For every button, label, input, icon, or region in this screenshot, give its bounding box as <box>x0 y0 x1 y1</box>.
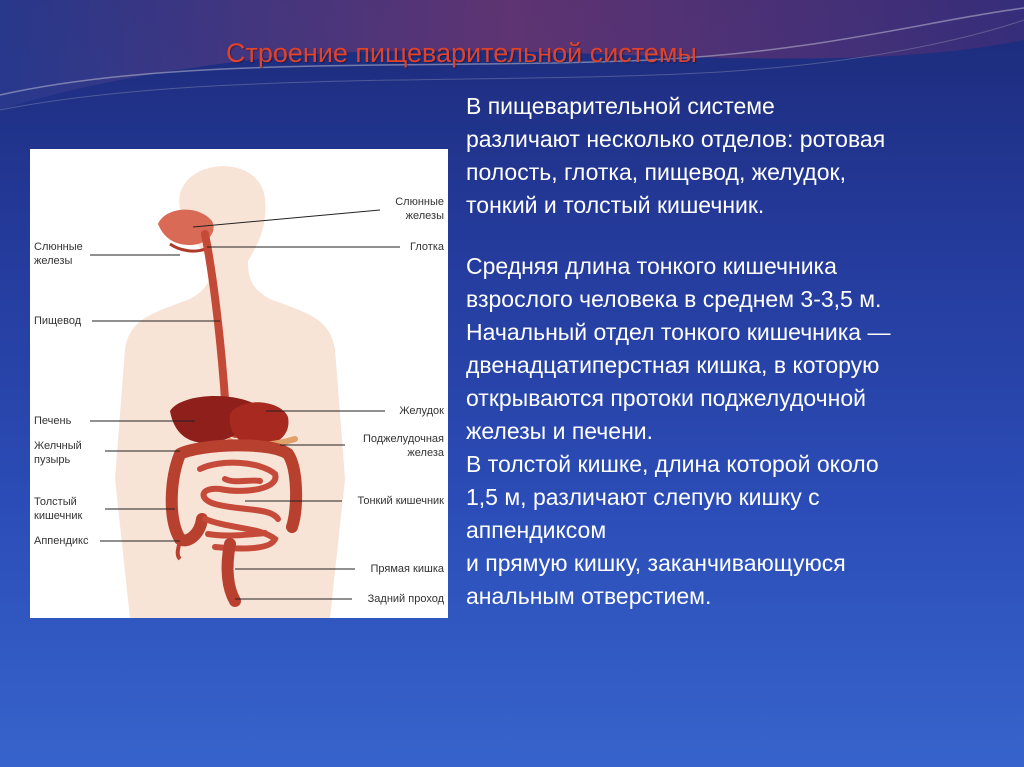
paragraph-3-line-5: анальным отверстием. <box>466 583 712 609</box>
paragraph-2-line-5: открываются протоки поджелудочной <box>466 385 866 411</box>
label-salivary-glands-left: Слюнные железы <box>34 241 83 267</box>
label-stomach: Желудок <box>399 405 444 417</box>
label-liver: Печень <box>34 415 72 427</box>
body-text <box>466 90 1006 613</box>
label-pancreas: Поджелудочная железа <box>362 433 444 459</box>
label-pharynx: Глотка <box>410 241 444 253</box>
paragraph-3-line-3: аппендиксом <box>466 517 607 543</box>
label-anus: Задний проход <box>367 593 444 605</box>
label-appendix: Аппендикс <box>34 535 89 547</box>
paragraph-3-line-1: В толстой кишке, длина которой около <box>466 451 879 477</box>
paragraph-1-line-2: различают несколько отделов: ротовая <box>466 126 886 152</box>
label-salivary-glands-right: Слюнные железы <box>395 196 444 222</box>
paragraph-2-line-1: Средняя длина тонкого кишечника <box>466 253 837 279</box>
paragraph-1-line-3: полость, глотка, пищевод, желудок, <box>466 159 846 185</box>
digestive-system-diagram <box>30 149 448 618</box>
slide-title: Строение пищеварительной системы <box>226 38 697 68</box>
label-large-intestine: Толстый кишечник <box>34 496 83 522</box>
paragraph-3-line-2: 1,5 м, различают слепую кишку с <box>466 484 820 510</box>
anatomy-illustration <box>30 149 448 618</box>
paragraph-2-line-2: взрослого человека в среднем 3-3,5 м. <box>466 286 882 312</box>
label-esophagus: Пищевод <box>34 315 82 327</box>
paragraph-1-line-1: В пищеварительной системе <box>466 93 775 119</box>
paragraph-1-line-4: тонкий и толстый кишечник. <box>466 192 765 218</box>
paragraph-2-line-3: Начальный отдел тонкого кишечника — <box>466 319 891 345</box>
label-rectum: Прямая кишка <box>370 563 444 575</box>
paragraph-2-line-4: двенадцатиперстная кишка, в которую <box>466 352 880 378</box>
label-small-intestine: Тонкий кишечник <box>357 495 444 507</box>
paragraph-2-line-6: железы и печени. <box>466 418 654 444</box>
label-gallbladder: Желчный пузырь <box>34 440 82 466</box>
paragraph-3-line-4: и прямую кишку, заканчивающуюся <box>466 550 846 576</box>
